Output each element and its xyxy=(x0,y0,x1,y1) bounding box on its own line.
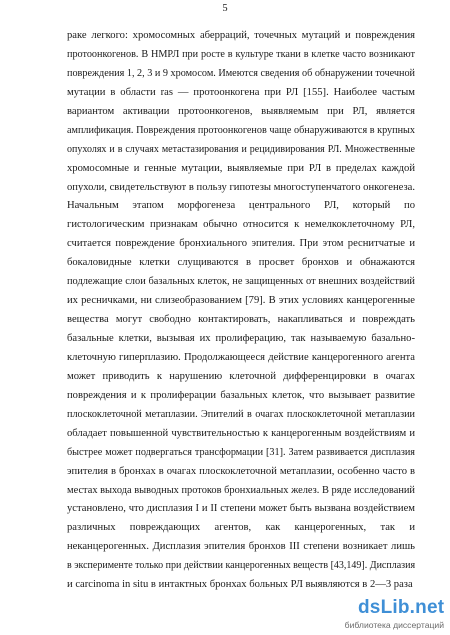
text-line: базальные клетки, вызывая их пролиферацию, так называемую базально- xyxy=(67,333,415,344)
text-line: повреждения и к пролиферации базальных клеток, что вызывает развитие xyxy=(67,389,415,401)
text-line: хромосомные и генные мутации, выявляемые при РЛ в пределах каждой xyxy=(67,162,415,174)
text-line: быстрее может подвергаться трансформации [31]. Затем развивается дисплазия xyxy=(67,446,415,458)
watermark xyxy=(332,597,444,631)
text-line: различных повреждающих агентов, как канцерогенных, так и xyxy=(67,522,415,534)
text-line: амплификация. Повреждения протоонкогенов чаще обнаруживаются в крупных xyxy=(67,124,415,136)
text-line: может приводить к нарушению клеточной дифференцировки в очагах xyxy=(67,370,415,382)
text-line: в эксперименте только при действии канцерогенных веществ [43,149]. Дисплазия xyxy=(67,560,415,572)
text-line: Начальным этапом морфогенеза центрального РЛ, который по xyxy=(67,200,415,212)
watermark-caption: библиотека диссертаций xyxy=(344,620,444,630)
text-line: неканцерогенных. Дисплазия эпителия бронхов III степени возникает лишь xyxy=(67,541,415,553)
text-line: вариантом активации протоонкогенов, выявляемым при РЛ, является xyxy=(67,105,415,117)
text-line: бокаловидные клетки слущиваются в просвет бронхов и обнажаются xyxy=(67,257,415,269)
text-line: мутации в области ras — протоонкогена при РЛ [155]. Наиболее частым xyxy=(67,86,415,98)
text-line: протоонкогенов. В НМРЛ при росте в культуре ткани в клетке часто возникают xyxy=(67,48,415,60)
text-line: их ресничками, ни слизеобразованием [79]. В этих условиях канцерогенные xyxy=(67,295,415,307)
text-line: клеточную гиперплазию. Продолжающееся действие канцерогенного агента xyxy=(67,351,415,363)
text-line: плоскоклеточной метаплазии. Эпителий в очагах плоскоклеточной метаплазии xyxy=(67,408,415,420)
watermark-logo: dsLib.net xyxy=(358,597,445,618)
text-line: обладает повышенной чувствительностью к канцерогенным воздействиям и xyxy=(67,427,415,439)
text-line: вещества могут свободно контактировать, накапливаться и повреждать xyxy=(67,314,415,326)
text-line: установлено, что дисплазия I и II степени может быть вызвана воздействием xyxy=(67,503,415,515)
text-line: опухолях и в случаях метастазирования и рецидивирования РЛ. Множественные xyxy=(67,143,415,155)
text-line: гистологическим признакам обычно относится к немелкоклеточному РЛ, xyxy=(67,219,415,231)
text-line: раке легкого: хромосомных аберраций, точечных мутаций и повреждения xyxy=(67,30,415,41)
text-line: и carcinoma in situ в интактных бронхах больных РЛ выявляются в 2—3 раза xyxy=(67,579,413,591)
text-line: опухоли, свидетельствуют в пользу гипотезы многоступенчатого онкогенеза. xyxy=(67,181,415,193)
text-line: повреждения 1, 2, 3 и 9 хромосом. Имеются сведения об обнаружении точечной xyxy=(67,67,415,79)
text-line: считается повреждение бронхиального эпителия. При этом реснитчатые и xyxy=(67,238,415,250)
body-text xyxy=(67,27,415,595)
text-line: эпителия в бронхах в очагах плоскоклеточной метаплазии, особенно часто в xyxy=(67,465,415,477)
text-line: местах выхода выводных протоков бронхиальных желез. В ряде исследований xyxy=(67,484,415,496)
text-line: подлежащие слои базальных клеток, не защищенных от внешних воздействий xyxy=(67,276,415,288)
page-number: 5 xyxy=(222,3,228,14)
